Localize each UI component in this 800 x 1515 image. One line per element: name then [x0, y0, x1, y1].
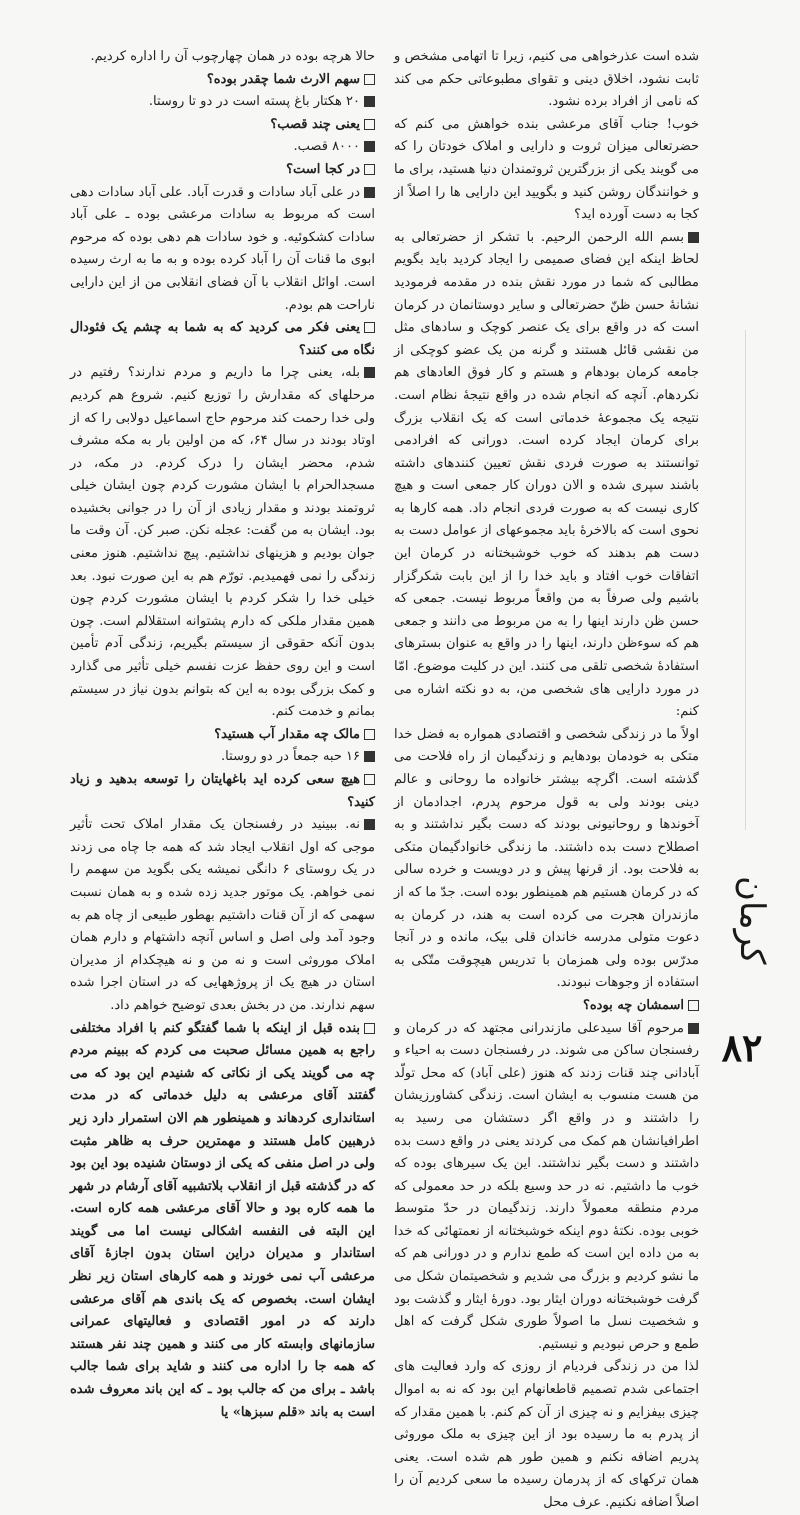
paragraph-text: بنده قبل از اینکه با شما گفتگو کنم با افراد مختلفی راجع به همین مسائل صحبت می کردم که ببینم مردم چه می گویند یکی از نکاتی که شنیدم این بود که می گفتند آقای مرعشی به دلیل خدماتی که در مدت استانداری کردهاند و همینطور هم الان استمرار دارد زیر ذرهبین کامل هستند و مهمترین حرف به ظاهر مثبت ولی در اصل منفی که یکی از دوستان شنیده بود این بود که در گذشته قبل از انقلاب بلاتشبیه آقای آرشام در شهر ما همه کاره بود و حالا آقای مرعشی همه کاره است. این البته فی النفسه اشکالی نیست اما می گویند استاندار و مدیران دراین استان بدون اجازهٔ آقای مرعشی آب نمی خورند و همه کارهای استان زیر نظر ایشان است. بخصوص که یک باندی هم آقای مرعشی دارند که در امور اقتصادی و فعالیتهای عمرانی سازمانهای وابسته کار می کنند و همین چند نفر هستند که همه جا را اداره می کنند و شاید برای شما جالب باشد ـ برای من که جالب بود ـ که این باند معروف شده است به باند «قلم سبزها» یا [70, 1020, 375, 1420]
question-square-icon [364, 729, 375, 740]
answer-square-icon [688, 232, 699, 243]
question-square-icon [364, 74, 375, 85]
paragraph-text: خوب! جناب آقای مرعشی بنده خواهش می کنم که حضرتعالی میزان ثروت و دارایی و املاک خودتان را که می گویند یکی از بزرگترین ثروتمندان دنیا هستید، برای ما و خوانندگان روشن کنید و بگویید این دارایی ها را اصلاً از کجا به دست آورده اید؟ [394, 116, 699, 223]
question-square-icon [688, 1000, 699, 1011]
interview-answer [394, 1018, 699, 1357]
question-square-icon [364, 164, 375, 175]
interview-question [70, 69, 375, 92]
question-square-icon [364, 774, 375, 785]
paragraph-text: مالک چه مقدار آب هستید؟ [214, 726, 360, 742]
paragraph [394, 1356, 699, 1514]
paragraph-text: ۱۶ حبه جمعاً در دو روستا. [221, 749, 360, 765]
answer-square-icon [688, 1023, 699, 1034]
paragraph-text: لذا من در زندگی فردیام از روزی که وارد فعالیت های اجتماعی شدم تصمیم قاطعانهام این بود که نه به اموال چیزی بیفزایم و نه چیزی از آن کم کنم. با همین مقدار که از پدرم به ما رسیده بود از این چیزی به ملک موروثی پدریم اضافه نکنم و همین طور هم شده است. یعنی همان ترکهای که از پدرمان رسیده ما سعی کردیم آن را اصلاً اضافه نکنیم. عرف محل [394, 1359, 699, 1510]
interview-answer [70, 746, 375, 769]
answer-square-icon [364, 819, 375, 830]
question-square-icon [364, 322, 375, 333]
page-number: ۸۲ [721, 1025, 763, 1070]
interview-answer [394, 227, 699, 724]
interview-question [70, 1018, 375, 1425]
interview-answer [70, 136, 375, 159]
interview-answer [70, 362, 375, 724]
margin-rule [745, 330, 746, 830]
paragraph-text: بسم الله الرحمن الرحیم. با تشکر از حضرتعالی به لحاظ اینکه این فضای صمیمی را ایجاد کردید باید بگویم مطالبی که شما در مورد نقش بنده در مقدمه فرمودید نشانهٔ حسن ظنّ حضرتعالی و سایر دوستانمان در کرمان است که در واقع برای یک عنصر کوچک و سادهای مثل من نقشی قائل هستند و گرنه من یک عضو کوچکی از جامعه کرمان بودهام و هستم و کار فوق العادهای هم نکردهام. آنچه که انجام شده در واقع نتیجهٔ نظام است. نتیجه یک مجموعهٔ خدماتی است که یک انقلاب بزرگ برای کرمان ایجاد کرده است. دورانی که افرادمی توانستند به صورت فردی نقش تعیین کنندهای داشته باشند سپری شده و الان دوران کار جمعی است و هیچ کاری نیست که به صورت فردی انجام داد. همه کارها به نحوی است که بالاخرهٔ باید مجموعهای از عوامل دست به دست هم بدهند که خوب خوشبختانه در کرمان این اتفاقات خوب افتاد و باید خدا را از این بابت شکرگزار باشیم ولی صرفاً به من واقعاً مربوط نیست. جمعی که حسن ظن دارند اینها را به من مربوط می دانند و جمعی هم که سوءظن دارند، اینها را در واقع به عنوان بسترهای استفادهٔ شخصی تلقی می کنند. این در کلیت موضوع. امّا در مورد دارایی های شخصی من، به دو نکته اشاره می کنم: [394, 229, 699, 720]
paragraph-text: سهم الارث شما چقدر بوده؟ [206, 71, 360, 87]
question-square-icon [364, 119, 375, 130]
paragraph-text: شده است عذرخواهی می کنیم، زیرا تا اتهامی مشخص و ثابت نشود، اخلاق دینی و تقوای مطبوعاتی حکم می کند که نامی از افراد برده نشود. [394, 49, 699, 110]
interview-answer [70, 91, 375, 114]
paragraph-text: نه. ببینید در رفسنجان یک مقدار املاک تحت تأثیر موجی که اول انقلاب ایجاد شد که همه جا چاه می زدند در یک روستای ۶ دانگی نمیشه یکی بگوید من سهمم را نمی خواهم. یک موتور جدید زده شده و به همان نسبت سهمی که از آن قنات داشتیم بهطور طبیعی از چاه هم به وجود آمد ولی اصل و اساس آنچه داشتهام و دارم همان املاک موروثی است و نه من و نه هیچکدام از مدیران استان در هیچ یک از پروژههایی که در استان اجرا شده سهم ندارند. من در بخش بعدی توضیح خواهم داد. [70, 817, 375, 1013]
paragraph [394, 114, 699, 227]
answer-square-icon [364, 367, 375, 378]
interview-answer [70, 182, 375, 318]
interview-answer [70, 814, 375, 1017]
interview-question [70, 114, 375, 137]
paragraph [70, 46, 375, 69]
paragraph-text: اسمشان چه بوده؟ [582, 997, 684, 1013]
paragraph-text: یعنی چند قصب؟ [270, 116, 360, 132]
kerman-logo: کرمان [732, 875, 772, 965]
paragraph-text: ۸۰۰۰ قصب. [293, 139, 360, 155]
answer-square-icon [364, 751, 375, 762]
paragraph [394, 46, 699, 114]
paragraph-text: ۲۰ هکتار باغ پسته است در دو تا روستا. [148, 94, 360, 110]
right-column [394, 46, 699, 1510]
question-square-icon [364, 1023, 375, 1034]
paragraph-text: یعنی فکر می کردید که به شما به چشم یک فئودال نگاه می کنند؟ [70, 320, 375, 358]
paragraph-text: در کجا است؟ [286, 161, 360, 177]
paragraph-text: در علی آباد سادات و قدرت آباد. علی آباد سادات دهی است که مربوط به سادات مرعشی بوده ـ علی آباد سادات کشکوئیه. و خود سادات هم دهی بوده که مرحوم ابوی ما قنات آن را آباد کرده بوده و به ما به ارث رسیده است. اوائل انقلاب با آن فضای انقلابی من از این دارایی ناراحت هم بودم. [70, 184, 375, 313]
interview-question [70, 769, 375, 814]
paragraph-text: مرحوم آقا سیدعلی مازندرانی مجتهد که در کرمان و رفسنجان ساکن می شوند. در رفسنجان دست به احیاء و آبادانی چند قنات زدند که هنوز (علی آباد) که محل تولّد من هست منسوب به ایشان است. زندگی کشاورزیشان را داشتند و در واقع اگر دستشان می رسید به اطرافیانشان هم کمک می کردند یعنی در واقع دست بده داشتند و دست بگیر نداشتند. این یک سیرهای بوده که خوب ما داشتیم. نه در حد وسیع بلکه در حد معمولی که مردم منطقه معمولاً دارند. زندگیمان در حدّ متوسط خوبی بوده. نکتهٔ دوم اینکه خوشبختانه از نعمتهائی که خدا به من داده این است که طمع ندارم و در دورانی هم که ما نشو کردیم و بزرگ می شدیم و شخصیتمان شکل می گرفت خوشبختانه دوران ایثار بود. دورهٔ ایثار و گذشت بود و شخصیت نسل ما اصولاً طوری شکل گرفت که اهل طمع و حرص نبودیم و نیستیم. [394, 1020, 699, 1352]
answer-square-icon [364, 141, 375, 152]
paragraph-text: بله، یعنی چرا ما داریم و مردم ندارند؟ رفتیم در مرحلهای که مقدارش را توزیع کنیم. شروع هم کردیم ولی خدا رحمت کند مرحوم حاج اسماعیل دولابی را که از اوتاد بودند در سال ۶۴، که من اولین بار به مکه مشرف شدم، محضر ایشان را درک کردم. در مکه، در مسجدالحرام با ایشان مشورت کردم چون ایشان خیلی ثروتمند بودند و مقدار زیادی از آن را در جوانی بخشیده بود. ایشان به من گفت: عجله نکن. صبر کن. آن وقت ما جوان بودیم و هزینهای نداشتیم. پیچ نداشتیم. هنوز معنی زندگی را نمی فهمیدیم. تورّم هم به این صورت نبود. بعد خیلی خدا را شکر کردم با ایشان مشورت کردم چون همین مقدار ملکی که دارم پشتوانه استقلالم است. چون بدون آنکه حقوقی از سیستم بگیریم، زندگی آدم تأمین است و این روی حفظ عزت نفسم خیلی تأثیر می گذارد و کمک بزرگی بوده به این که بتوانم بدون نیاز در سیستم بمانم و خدمت کنم. [70, 365, 376, 720]
answer-square-icon [364, 187, 375, 198]
paragraph [394, 724, 699, 995]
interview-question [394, 995, 699, 1018]
interview-question [70, 317, 375, 362]
paragraph-text: اولاً ما در زندگی شخصی و اقتصادی همواره به فضل خدا متکی به خودمان بودهایم و زندگیمان از راه فلاحت می گذشته است. اگرچه بیشتر خانواده ما روحانی و عالم دینی بودند ولی به قول مرحوم پدرم، اجدادمان از آخوندها و روحانیونی بودند که دست بگیر نداشتند و به اصطلاح دست بده داشتند. ما زندگی خانوادگیمان متکی به فلاحت بود. از قرنها پیش و در دویست و خرده سالی که در کرمان هستیم هم همینطور بوده است. جدّ ما که از مازندران هجرت می کرده است به هند، در کرمان به دعوت متولی مدرسه خاندان قلی بیک، مانده و در آنجا مدرّس بوده ولی همزمان با تدریس هیچوقت متّکی به استفاده از وجوهات نبودند. [394, 726, 699, 991]
interview-question [70, 724, 375, 747]
paragraph-text: هیچ سعی کرده اید باغهایتان را توسعه بدهید و زیاد کنید؟ [70, 772, 375, 810]
answer-square-icon [364, 96, 375, 107]
interview-question [70, 159, 375, 182]
paragraph-text: حالا هرچه بوده در همان چهارچوب آن را اداره کردیم. [90, 49, 375, 64]
left-column [70, 46, 376, 1420]
